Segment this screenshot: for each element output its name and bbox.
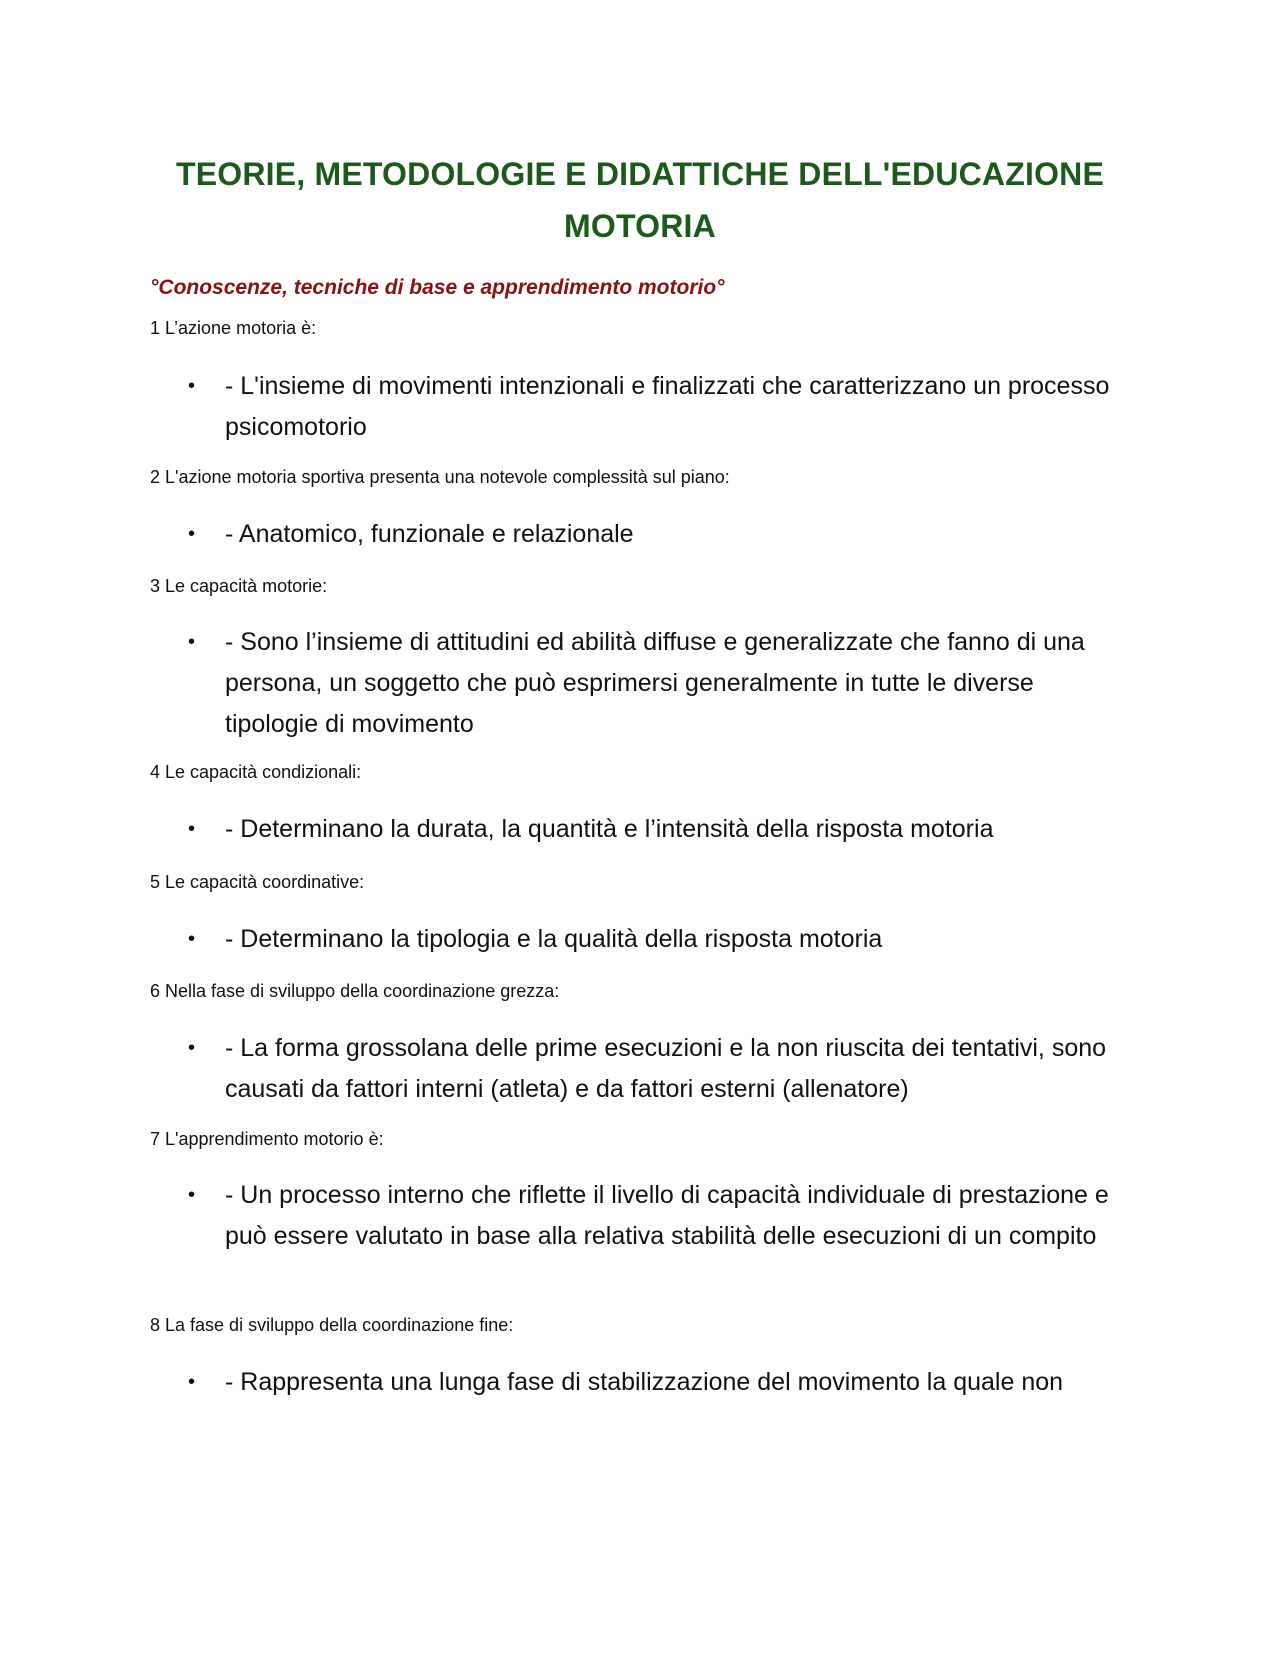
answer-6 [188,1028,1118,1110]
answer-text: - Determinano la tipologia e la qualità della risposta motoria [225,925,883,953]
answer-text: - Un processo interno che riflette il livello di capacità individuale di prestazione e può essere valutato in base alla relativa stabilità delle esecuzioni di un compito [225,1181,1109,1250]
answer-text: - Sono l’insieme di attitudini ed abilità diffuse e generalizzate che fanno di una persona, un soggetto che può esprimersi generalmente in tutte le diverse tipologie di movimento [225,628,1085,738]
answer-8 [188,1362,1148,1403]
bullet-icon: • [188,1037,196,1059]
answer-text: - La forma grossolana delle prime esecuzioni e la non riuscita dei tentativi, sono causati da fattori interni (atleta) e da fattori esterni (allenatore) [225,1034,1107,1103]
bullet-icon: • [188,1371,196,1393]
bullet-icon: • [188,1184,196,1206]
bullet-icon: • [188,375,196,397]
question-8: 8 La fase di sviluppo della coordinazione fine: [150,1315,514,1335]
bullet-icon: • [188,928,196,950]
answer-3 [188,622,1118,745]
question-7: 7 L'apprendimento motorio è: [150,1129,384,1149]
section-subtitle: °Conoscenze, tecniche di base e apprendimento motorio° [150,276,725,299]
question-2: 2 L'azione motoria sportiva presenta una notevole complessità sul piano: [150,467,730,487]
bullet-icon: • [188,631,196,653]
answer-2 [188,514,1118,555]
answer-5 [188,919,1118,960]
answer-text: - L'insieme di movimenti intenzionali e finalizzati che caratterizzano un processo psicomotorio [225,372,1110,441]
answer-text: - Rappresenta una lunga fase di stabilizzazione del movimento la quale non [225,1368,1064,1396]
answer-7 [188,1175,1118,1257]
document-title: TEORIE, METODOLOGIE E DIDATTICHE DELL'EDUCAZIONE MOTORIA [175,156,1105,244]
bullet-icon: • [188,818,196,840]
answer-1 [188,366,1118,448]
answer-text: - Determinano la durata, la quantità e l’intensità della risposta motoria [225,815,994,843]
bullet-icon: • [188,523,196,545]
question-1: 1 L’azione motoria è: [150,318,317,338]
question-4: 4 Le capacità condizionali: [150,762,362,782]
question-5: 5 Le capacità coordinative: [150,872,365,892]
question-6: 6 Nella fase di sviluppo della coordinazione grezza: [150,981,560,1001]
question-3: 3 Le capacità motorie: [150,576,328,596]
answer-4 [188,809,1118,850]
answer-text: - Anatomico, funzionale e relazionale [225,520,634,548]
